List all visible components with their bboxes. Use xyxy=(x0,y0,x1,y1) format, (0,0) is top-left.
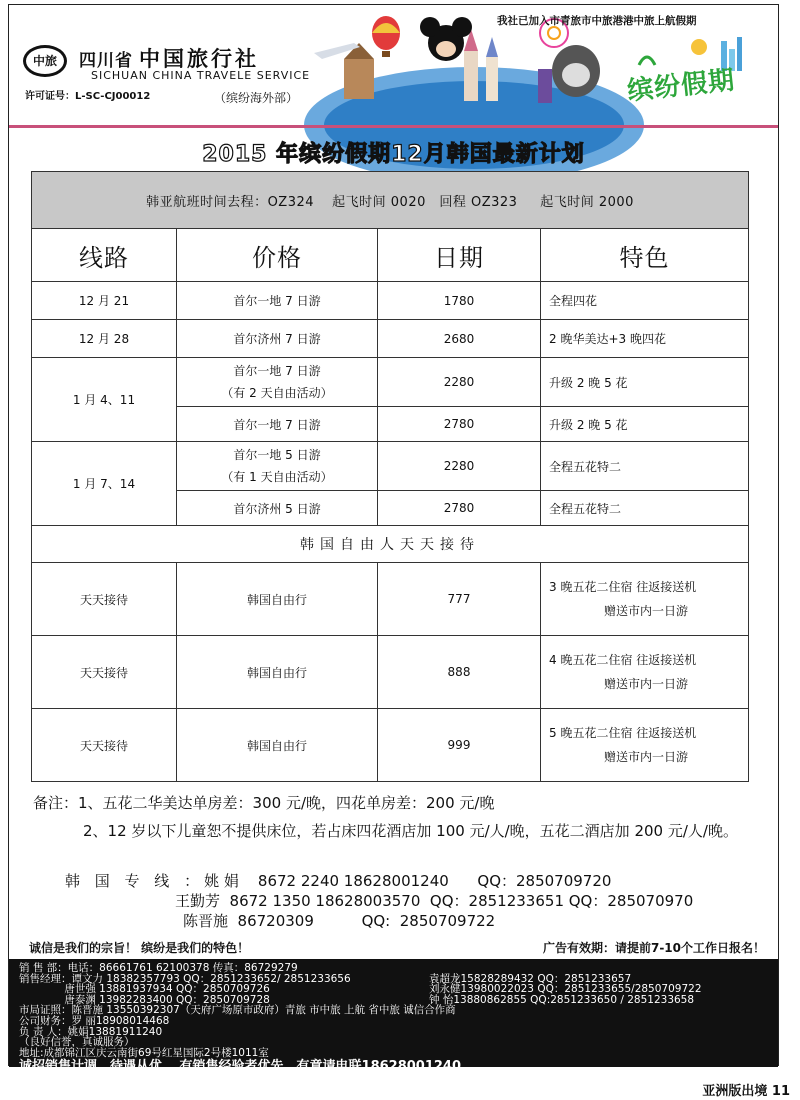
row-price: 2280 xyxy=(378,358,541,407)
page-number: 亚洲版出境 11 xyxy=(702,1084,790,1099)
row-route: 韩国自由行 xyxy=(177,709,378,782)
itinerary-table xyxy=(31,171,749,782)
row-date: 1 月 4、11 xyxy=(32,358,177,442)
free-travel-section-title: 韩国自由人天天接待 xyxy=(32,526,749,563)
row-feature xyxy=(541,709,749,782)
join-note: 我社已加入市青旅市中旅港港中旅上航假期 xyxy=(497,15,697,27)
footer-finance: 公司财务：罗 丽18908014468 xyxy=(19,1014,170,1027)
row-route: 韩国自由行 xyxy=(177,636,378,709)
row-route: 首尔一地 7 日游 xyxy=(177,282,378,320)
note-line: 2、12 岁以下儿童恕不提供床位，若占床四花酒店加 100 元/人/晚，五花二酒店加 200 元/人/晚。 xyxy=(83,822,738,840)
contacts-label: 韩 国 专 线 ： xyxy=(65,872,205,890)
company-province: 四川省 xyxy=(79,51,133,71)
feature-line: 5 晚五花二住宿 往返接送机 xyxy=(549,726,697,740)
footer-line xyxy=(19,995,768,1006)
table-header xyxy=(32,229,749,282)
contact-line: 陈晋施 86720309 QQ: 2850709722 xyxy=(183,912,496,930)
row-feature: 全程四花 xyxy=(541,282,749,320)
feature-line: 赠送市内一日游 xyxy=(604,677,689,691)
department: （缤纷海外部） xyxy=(214,91,299,105)
footer xyxy=(9,959,778,1075)
feature-line: 赠送市内一日游 xyxy=(604,604,689,618)
row-route xyxy=(177,358,378,407)
col-header-feature: 特色 xyxy=(541,229,749,282)
row-feature: 全程五花特二 xyxy=(541,491,749,526)
contacts xyxy=(65,871,693,931)
brand-logo: 缤纷假期 xyxy=(625,65,737,107)
feature-line: 4 晚五花二住宿 往返接送机 xyxy=(549,653,697,667)
footer-license: 市局证照：陈晋施 13550392307（天府广场原市政府）青旅 市中旅 上航 省中旅 诚信合作商 xyxy=(19,1004,456,1017)
row-date: 天天接待 xyxy=(32,709,177,782)
row-route: 首尔济州 5 日游 xyxy=(177,491,378,526)
flight-info-row xyxy=(32,172,749,229)
motto: 诚信是我们的宗旨！ 缤纷是我们的特色！ xyxy=(29,941,250,955)
row-feature xyxy=(541,563,749,636)
flyer-page xyxy=(8,4,779,1075)
route-name: 首尔一地 5 日游 xyxy=(233,448,321,462)
flight-info: 韩亚航班时间去程：OZ324 起飞时间 0020 回程 OZ323 起飞时间 2000 xyxy=(32,172,749,229)
table-row xyxy=(32,320,749,358)
footer-recruit: 诚招销售计调，待遇从优。 有销售经验者优先，有意请电联18628001240 xyxy=(19,1059,462,1075)
route-note: （有 1 天自由活动） xyxy=(221,470,333,484)
page-title: 2015 年缤纷假期12月韩国最新计划 xyxy=(202,142,585,167)
ad-validity: 广告有效期：请提前7-10个工作日报名！ xyxy=(542,941,765,955)
feature-line: 3 晚五花二住宿 往返接送机 xyxy=(549,580,697,594)
row-price: 999 xyxy=(378,709,541,782)
table-row xyxy=(32,636,749,709)
header-collage-image xyxy=(314,13,624,121)
row-price: 2780 xyxy=(378,491,541,526)
row-feature: 升级 2 晚 5 花 xyxy=(541,358,749,407)
row-date: 1 月 7、14 xyxy=(32,442,177,526)
header xyxy=(9,5,778,127)
footer-address: 地址:成都锦江区庆云南街69号红星国际2号楼1011室 xyxy=(19,1046,269,1059)
table-row xyxy=(32,442,749,491)
row-feature: 全程五花特二 xyxy=(541,442,749,491)
row-price: 1780 xyxy=(378,282,541,320)
row-price: 777 xyxy=(378,563,541,636)
footer-manager: 钟 怡13880862855 QQ:2851233650 / 2851233658 xyxy=(429,993,695,1006)
contact-line: 王勤芳 8672 1350 18628003570 QQ：2851233651 QQ：285070970 xyxy=(175,892,694,910)
free-travel-section-row xyxy=(32,526,749,563)
company-logo: 中旅 xyxy=(23,45,67,77)
table-row xyxy=(32,358,749,407)
footer-manager: 唐泰渊 13982283400 QQ：2850709728 xyxy=(19,993,270,1006)
note-line: 备注：1、五花二华美达单房差：300 元/晚，四花单房差：200 元/晚 xyxy=(33,794,495,812)
route-note: （有 2 天自由活动） xyxy=(221,386,333,400)
row-feature: 2 晚华美达+3 晚四花 xyxy=(541,320,749,358)
col-header-route: 线路 xyxy=(32,229,177,282)
row-date: 天天接待 xyxy=(32,563,177,636)
feature-line: 赠送市内一日游 xyxy=(604,750,689,764)
motto-bar xyxy=(23,939,771,956)
footer-manager: 刘永健13980022023 QQ：2851233655/2850709722 xyxy=(429,983,702,996)
contact-line: 姚 娟 8672 2240 18628001240 QQ：2850709720 xyxy=(204,872,612,890)
row-feature xyxy=(541,636,749,709)
table-row xyxy=(32,563,749,636)
row-feature: 升级 2 晚 5 花 xyxy=(541,407,749,442)
table-row xyxy=(32,282,749,320)
row-price: 2280 xyxy=(378,442,541,491)
col-header-date: 日期 xyxy=(378,229,541,282)
footer-sales-dept: 销 售 部：电话：86661761 62100378 传真：86729279 xyxy=(19,962,298,974)
col-header-price: 价格 xyxy=(177,229,378,282)
company-name-en: SICHUAN CHINA TRAVELE SERVICE xyxy=(91,69,311,82)
table-row xyxy=(32,709,749,782)
row-route: 韩国自由行 xyxy=(177,563,378,636)
row-route: 首尔济州 7 日游 xyxy=(177,320,378,358)
footer-manager-in-charge: 负 责 人：姚娟13881911240 xyxy=(19,1025,163,1038)
notes xyxy=(33,789,753,845)
license-number: 许可证号：L-SC-CJ00012 xyxy=(25,91,151,102)
footer-manager: 销售经理：谭文力 18382357793 QQ：2851233652/ 2851233656 xyxy=(19,972,351,985)
row-price: 2780 xyxy=(378,407,541,442)
row-price: 2680 xyxy=(378,320,541,358)
header-divider xyxy=(9,125,778,128)
row-route xyxy=(177,442,378,491)
row-route: 首尔一地 7 日游 xyxy=(177,407,378,442)
company-name-cn: 中国旅行社 xyxy=(139,46,259,71)
footer-slogan: （良好信誉，真诚服务） xyxy=(19,1036,135,1049)
route-name: 首尔一地 7 日游 xyxy=(233,364,321,378)
row-date: 天天接待 xyxy=(32,636,177,709)
row-price: 888 xyxy=(378,636,541,709)
row-date: 12 月 28 xyxy=(32,320,177,358)
footer-manager: 袁超龙15828289432 QQ：2851233657 xyxy=(429,972,632,985)
row-date: 12 月 21 xyxy=(32,282,177,320)
footer-manager: 唐世强 13881937934 QQ：2850709726 xyxy=(19,983,270,996)
